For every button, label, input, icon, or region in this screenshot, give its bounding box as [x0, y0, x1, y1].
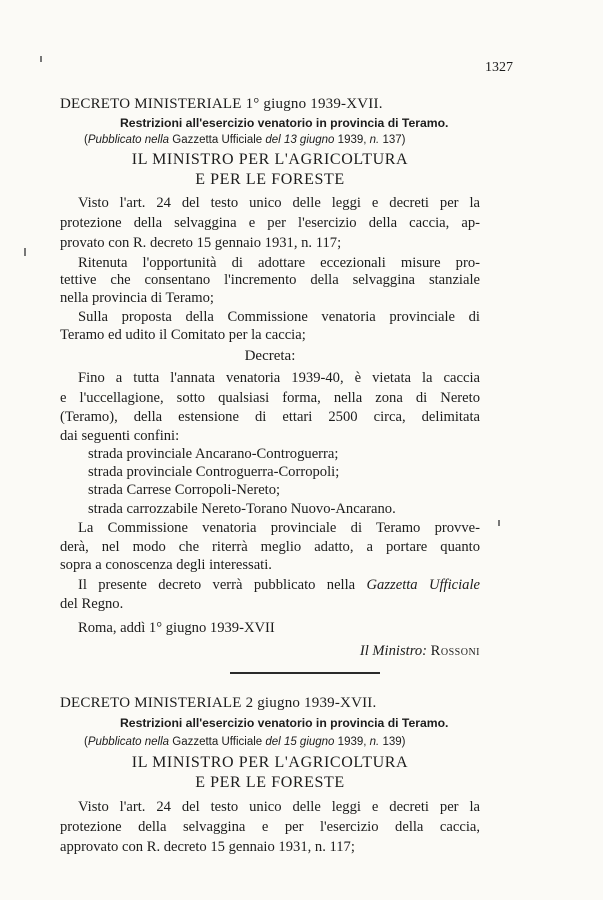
decree1-preamble-line: protezione della selvaggina e per l'esercizio della caccia, ap- [60, 215, 480, 231]
decree1-body-line: dai seguenti confini: [60, 428, 180, 444]
decree1-minister-title-2: E PER LE FORESTE [195, 171, 345, 188]
decree2-preamble-line: approvato con R. decreto 15 gennaio 1931, n. 117; [60, 839, 355, 855]
decree2-publication: (Pubblicato nella Gazzetta Ufficiale del 15 giugno 1939, n. 139) [84, 736, 406, 748]
decree1-preamble-line: Teramo ed udito il Comitato per la caccia; [60, 327, 306, 343]
decree1-commission-line: sopra a conoscenza degli interessati. [60, 557, 272, 573]
margin-mark [498, 520, 500, 526]
decree1-preamble-line: tettive che consentano l'incremento della selvaggina stanziale [60, 272, 480, 288]
decree1-preamble-line: provato con R. decreto 15 gennaio 1931, n. 117; [60, 235, 342, 251]
decree2-preamble-line: protezione della selvaggina e per l'esercizio della caccia, [60, 819, 480, 835]
decree1-preamble-line: Sulla proposta della Commissione venatoria provinciale di [78, 309, 480, 325]
decree2-minister-title-2: E PER LE FORESTE [195, 774, 345, 791]
decree1-road-item: strada Carrese Corropoli-Nereto; [88, 482, 281, 498]
decree1-road-item: strada carrozzabile Nereto-Torano Nuovo-Ancarano. [88, 501, 396, 517]
decree1-preamble-line: nella provincia di Teramo; [60, 290, 214, 306]
decree1-publish-line: Il presente decreto verrà pubblicato nella Gazzetta Ufficiale [78, 577, 481, 593]
decree2-minister-title-1: IL MINISTRO PER L'AGRICOLTURA [131, 754, 409, 771]
decree1-minister-title-1: IL MINISTRO PER L'AGRICOLTURA [131, 151, 409, 168]
decree1-heading: DECRETO MINISTERIALE 1° giugno 1939-XVII. [60, 96, 383, 112]
decree1-road-item: strada provinciale Controguerra-Corropoli; [88, 464, 340, 480]
section-divider [230, 672, 380, 674]
decree1-commission-line: La Commissione venatoria provinciale di Teramo provve- [78, 520, 480, 536]
decree2-subtitle: Restrizioni all'esercizio venatorio in provincia di Teramo. [120, 716, 449, 730]
decree1-body-line: e l'uccellagione, sotto qualsiasi forma, nella zona di Nereto [60, 390, 480, 406]
decree1-signature: Il Ministro: Rossoni [359, 643, 480, 659]
decree1-publication: (Pubblicato nella Gazzetta Ufficiale del 13 giugno 1939, n. 137) [84, 134, 406, 146]
decree1-road-item: strada provinciale Ancarano-Controguerra; [88, 446, 339, 462]
page-number: 1327 [485, 60, 513, 75]
margin-mark [24, 248, 26, 256]
decree1-body-line: (Teramo), della estensione di ettari 2500 circa, delimitata [60, 409, 480, 425]
decree1-preamble-line: Visto l'art. 24 del testo unico delle leggi e decreti per la [78, 195, 480, 211]
decree1-commission-line: derà, nel modo che riterrà meglio adatto, a portare quanto [60, 539, 480, 555]
decree1-body-line: Fino a tutta l'annata venatoria 1939-40, è vietata la caccia [78, 370, 480, 386]
decree1-subtitle: Restrizioni all'esercizio venatorio in provincia di Teramo. [120, 116, 449, 130]
decree1-decreta: Decreta: [244, 348, 296, 364]
decree2-heading: DECRETO MINISTERIALE 2 giugno 1939-XVII. [60, 695, 377, 711]
decree2-preamble-line: Visto l'art. 24 del testo unico delle leggi e decreti per la [78, 799, 480, 815]
margin-mark [40, 56, 42, 62]
decree1-date-line: Roma, addì 1° giugno 1939-XVII [78, 620, 275, 636]
decree1-preamble-line: Ritenuta l'opportunità di adottare eccezionali misure pro- [78, 255, 480, 271]
decree1-publish-line-end: del Regno. [60, 596, 124, 612]
